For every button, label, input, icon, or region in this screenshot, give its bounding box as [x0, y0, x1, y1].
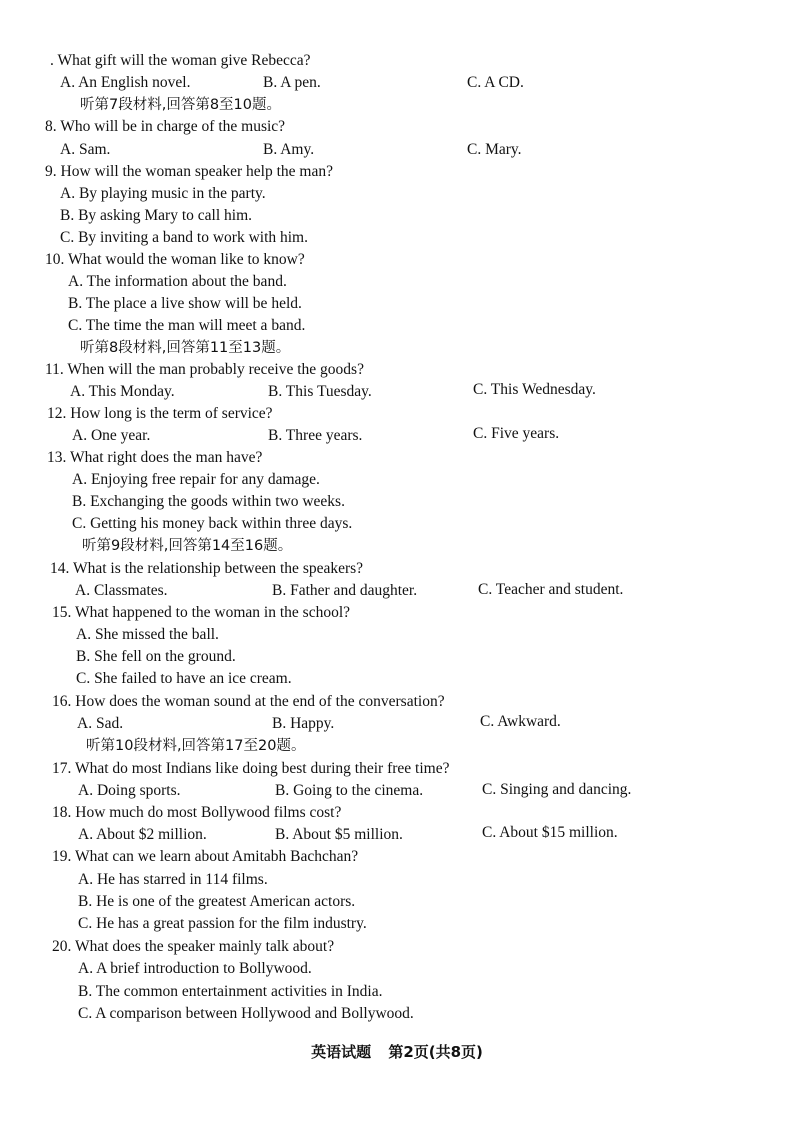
option-c: C. Awkward. [480, 713, 561, 730]
option-a: A. Sad. [77, 715, 124, 732]
option-c: C. This Wednesday. [473, 381, 596, 398]
question-stem: . What gift will the woman give Rebecca? [50, 52, 311, 69]
option-c: C. About $15 million. [482, 824, 618, 841]
footer-page-number: 第2页(共8页) [388, 1043, 483, 1061]
footer-subject: 英语试题 [311, 1043, 372, 1061]
option-c: C. She failed to have an ice cream. [76, 670, 292, 687]
question-stem: 17. What do most Indians like doing best during their free time? [52, 760, 450, 777]
section-instruction: 听第9段材料,回答第14至16题。 [82, 538, 293, 554]
option-c: C. A comparison between Hollywood and Bollywood. [78, 1005, 414, 1022]
option-b: B. The place a live show will be held. [68, 295, 302, 312]
option-a: A. One year. [72, 427, 151, 444]
option-b: B. He is one of the greatest American actors. [78, 893, 356, 910]
option-b: B. By asking Mary to call him. [60, 207, 253, 224]
option-a: A. Doing sports. [78, 782, 181, 799]
question-stem: 12. How long is the term of service? [47, 405, 273, 422]
question-stem: 18. How much do most Bollywood films cost? [52, 804, 342, 821]
option-b: B. Happy. [272, 715, 335, 732]
option-b: B. Exchanging the goods within two weeks. [72, 493, 345, 510]
section-instruction: 听第10段材料,回答第17至20题。 [86, 738, 306, 754]
option-c: C. By inviting a band to work with him. [60, 229, 308, 246]
question-stem: 15. What happened to the woman in the school? [52, 604, 351, 621]
option-a: A. By playing music in the party. [60, 185, 266, 202]
option-c: C. A CD. [467, 74, 524, 91]
option-a: A. She missed the ball. [76, 626, 219, 643]
option-c: C. Five years. [473, 425, 560, 442]
option-a: A. The information about the band. [68, 273, 287, 290]
question-stem: 11. When will the man probably receive the goods? [45, 361, 364, 378]
page-footer [0, 1041, 794, 1062]
option-a: A. Sam. [60, 141, 111, 158]
question-stem: 19. What can we learn about Amitabh Bachchan? [52, 848, 359, 865]
question-stem: 8. Who will be in charge of the music? [45, 118, 286, 135]
option-b: B. Father and daughter. [272, 582, 418, 599]
question-stem: 13. What right does the man have? [47, 449, 263, 466]
option-c: C. Mary. [467, 141, 522, 158]
question-stem: 16. How does the woman sound at the end of the conversation? [52, 693, 445, 710]
question-stem: 20. What does the speaker mainly talk about? [52, 938, 335, 955]
option-b: B. About $5 million. [275, 826, 403, 843]
option-a: A. This Monday. [70, 383, 175, 400]
section-instruction: 听第7段材料,回答第8至10题。 [80, 97, 282, 113]
option-a: A. A brief introduction to Bollywood. [78, 960, 312, 977]
option-b: B. The common entertainment activities in India. [78, 983, 383, 1000]
option-a: A. He has starred in 114 films. [78, 871, 268, 888]
question-stem: 10. What would the woman like to know? [45, 251, 305, 268]
option-a: A. An English novel. [60, 74, 191, 91]
option-c: C. Getting his money back within three days. [72, 515, 353, 532]
option-c: C. Singing and dancing. [482, 781, 632, 798]
section-instruction: 听第8段材料,回答第11至13题。 [80, 340, 291, 356]
question-stem: 14. What is the relationship between the speakers? [50, 560, 364, 577]
option-c: C. He has a great passion for the film industry. [78, 915, 367, 932]
option-a: A. About $2 million. [78, 826, 207, 843]
option-b: B. Amy. [263, 141, 315, 158]
option-b: B. A pen. [263, 74, 321, 91]
option-c: C. The time the man will meet a band. [68, 317, 306, 334]
option-b: B. She fell on the ground. [76, 648, 236, 665]
option-c: C. Teacher and student. [478, 581, 624, 598]
option-b: B. Going to the cinema. [275, 782, 424, 799]
option-a: A. Classmates. [75, 582, 168, 599]
question-stem: 9. How will the woman speaker help the man? [45, 163, 333, 180]
option-a: A. Enjoying free repair for any damage. [72, 471, 320, 488]
option-b: B. This Tuesday. [268, 383, 372, 400]
option-b: B. Three years. [268, 427, 363, 444]
